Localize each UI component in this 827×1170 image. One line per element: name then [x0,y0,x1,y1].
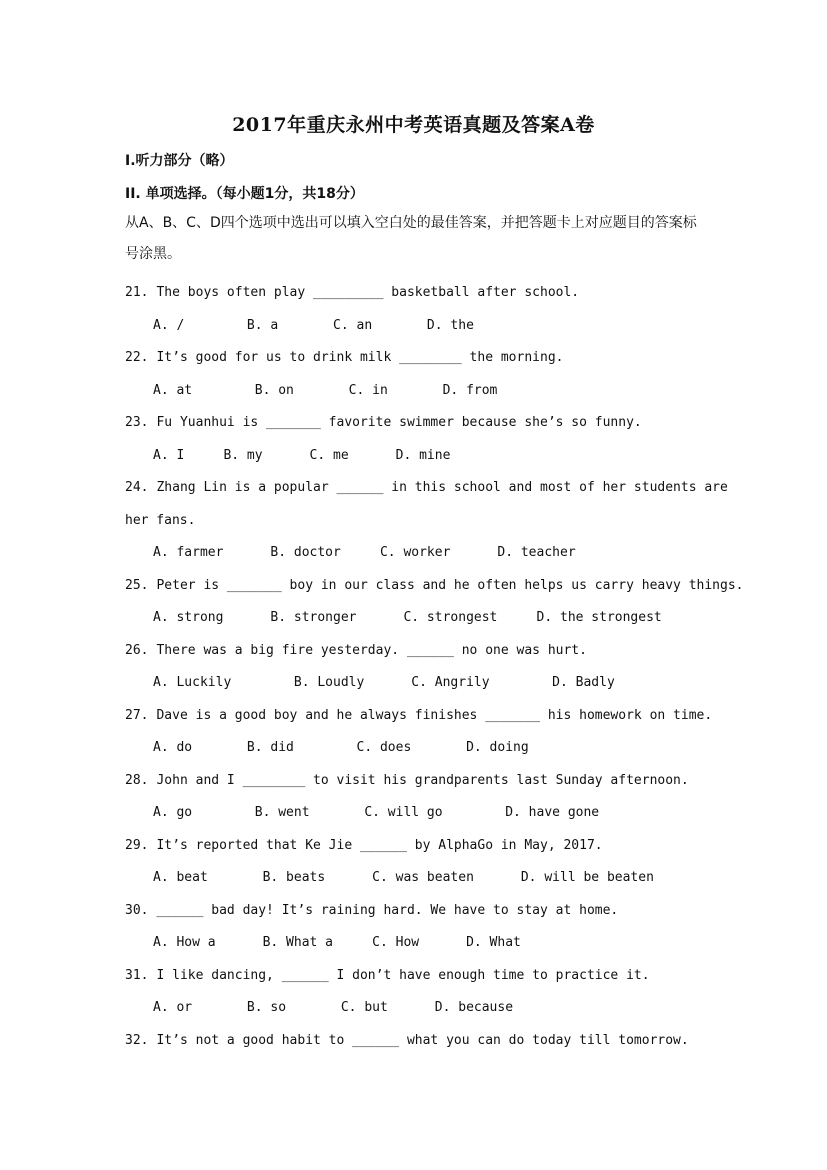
question-text: John and I ________ to visit his grandparents last Sunday afternoon. [156,773,689,788]
question-number: 32. [125,1033,149,1048]
question-24-continuation: her fans. [125,513,196,528]
options-26: A. Luckily B. Loudly C. Angrily D. Badly [153,675,615,690]
question-number: 27. [125,708,149,723]
options-27: A. do B. did C. does D. doing [153,740,529,755]
question-number: 24. [125,480,149,495]
question-24 [125,480,728,495]
question-23 [125,415,642,430]
section-single-choice-heading: II. 单项选择。（每小题1分，共18分） [125,186,364,202]
question-30 [125,903,618,918]
question-number: 30. [125,903,149,918]
question-32 [125,1033,689,1048]
question-22 [125,350,563,365]
options-21: A. / B. a C. an D. the [153,318,474,333]
instructions: 从A、B、C、D四个选项中选出可以填入空白处的最佳答案，并把答题卡上对应题目的答案标号涂黑。 [125,215,697,262]
options-25: A. strong B. stronger C. strongest D. the strongest [153,610,662,625]
question-text: The boys often play _________ basketball after school. [156,285,580,300]
question-31 [125,968,650,983]
question-21 [125,285,579,300]
question-number: 23. [125,415,149,430]
question-text: Fu Yuanhui is _______ favorite swimmer because she’s so funny. [156,415,642,430]
question-number: 25. [125,578,149,593]
question-text: Peter is _______ boy in our class and he often helps us carry heavy things. [156,578,744,593]
options-22: A. at B. on C. in D. from [153,383,498,398]
question-27 [125,708,712,723]
question-number: 21. [125,285,149,300]
question-text: Zhang Lin is a popular ______ in this school and most of her students are [156,480,728,495]
question-text: It’s good for us to drink milk ________ the morning. [156,350,564,365]
question-text: I like dancing, ______ I don’t have enough time to practice it. [156,968,650,983]
question-number: 29. [125,838,149,853]
question-26 [125,643,587,658]
question-number: 26. [125,643,149,658]
question-text: Dave is a good boy and he always finishes _______ his homework on time. [156,708,713,723]
question-text: It’s reported that Ke Jie ______ by AlphaGo in May, 2017. [156,838,603,853]
question-text: It’s not a good habit to ______ what you can do today till tomorrow. [156,1033,689,1048]
question-28 [125,773,689,788]
question-text: There was a big fire yesterday. ______ no one was hurt. [156,643,587,658]
page-title: 2017年重庆永州中考英语真题及答案A卷 [232,114,595,136]
options-24: A. farmer B. doctor C. worker D. teacher [153,545,576,560]
question-text: ______ bad day! It’s raining hard. We have to stay at home. [156,903,619,918]
question-number: 22. [125,350,149,365]
options-23: A. I B. my C. me D. mine [153,448,451,463]
question-number: 31. [125,968,149,983]
options-31: A. or B. so C. but D. because [153,1000,514,1015]
question-29 [125,838,603,853]
section-listening-heading: I.听力部分（略） [125,153,234,169]
question-25 [125,578,743,593]
options-28: A. go B. went C. will go D. have gone [153,805,600,820]
options-29: A. beat B. beats C. was beaten D. will be beaten [153,870,654,885]
options-30: A. How a B. What a C. How D. What [153,935,521,950]
question-number: 28. [125,773,149,788]
